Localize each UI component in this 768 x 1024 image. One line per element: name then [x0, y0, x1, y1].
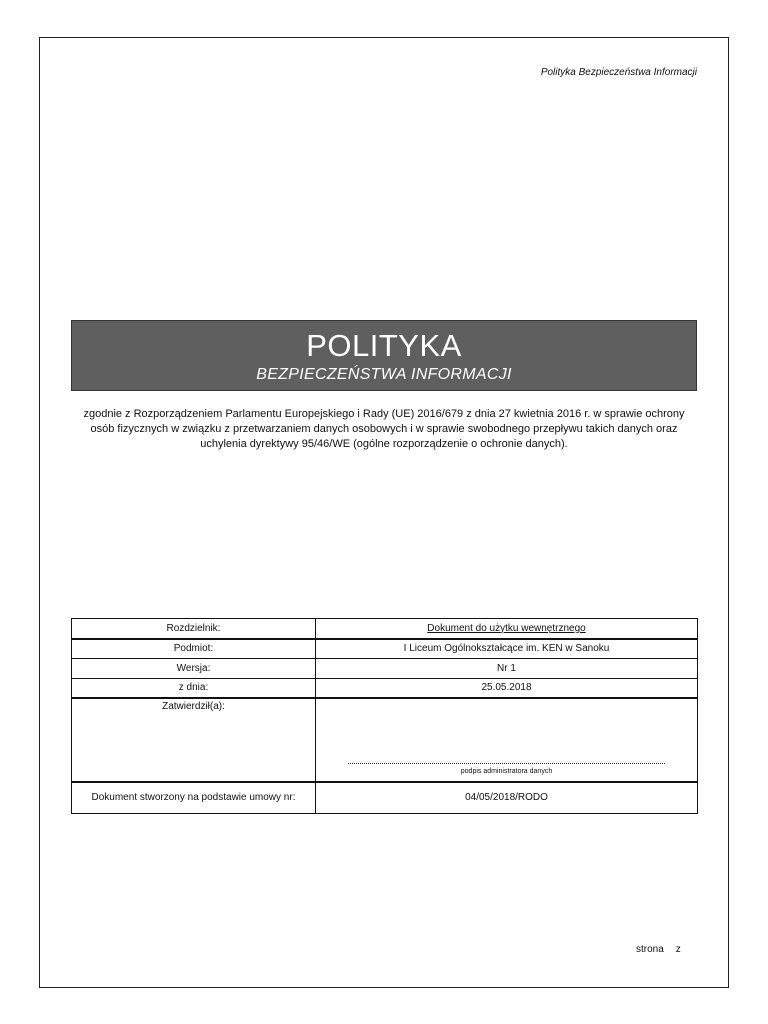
title-banner	[71, 320, 697, 391]
rozdzielnik-value	[316, 619, 698, 639]
page-label: strona	[636, 944, 664, 955]
umowa-value: 04/05/2018/RODO	[316, 782, 698, 814]
signature-line	[348, 763, 665, 764]
podmiot-label: Podmiot:	[72, 639, 316, 659]
table-row	[72, 679, 698, 698]
table-row	[72, 698, 698, 782]
date-value: 25.05.2018	[316, 679, 698, 698]
table-row	[72, 639, 698, 659]
wersja-label: Wersja:	[72, 659, 316, 679]
running-header: Polityka Bezpieczeństwa Informacji	[540, 67, 697, 78]
umowa-label: Dokument stworzony na podstawie umowy nr:	[72, 782, 316, 814]
podmiot-value: I Liceum Ogólnokształcące im. KEN w Sanoku	[316, 639, 698, 659]
page-of-label: z	[675, 944, 681, 955]
page-border	[39, 37, 729, 988]
page-footer	[636, 944, 693, 955]
zatwierdzil-label: Zatwierdził(a):	[72, 698, 316, 782]
table-row	[72, 619, 698, 639]
signature-caption: podpis administratora danych	[460, 767, 553, 775]
table-row	[72, 659, 698, 679]
document-metadata-table	[71, 618, 698, 814]
wersja-value: Nr 1	[316, 659, 698, 679]
document-subtitle: BEZPIECZEŃSTWA INFORMACJI	[256, 366, 512, 383]
intro-paragraph: zgodnie z Rozporządzeniem Parlamentu Europejskiego i Rady (UE) 2016/679 z dnia 27 kwietnia 2016 r. w sprawie ochrony osób fizycznych w związku z przetwarzaniem danych osobowych i w sprawie swobodnego przepływu takich danych oraz uchylenia dyrektywy 95/46/WE (ogólne rozporządzenie o ochronie danych).	[83, 408, 685, 450]
signature-cell	[316, 698, 698, 782]
date-label: z dnia:	[72, 679, 316, 698]
document-title: POLITYKA	[306, 328, 462, 363]
table-row	[72, 782, 698, 814]
rozdzielnik-value-text: Dokument do użytku wewnętrznego	[427, 622, 586, 634]
rozdzielnik-label: Rozdzielnik:	[72, 619, 316, 639]
